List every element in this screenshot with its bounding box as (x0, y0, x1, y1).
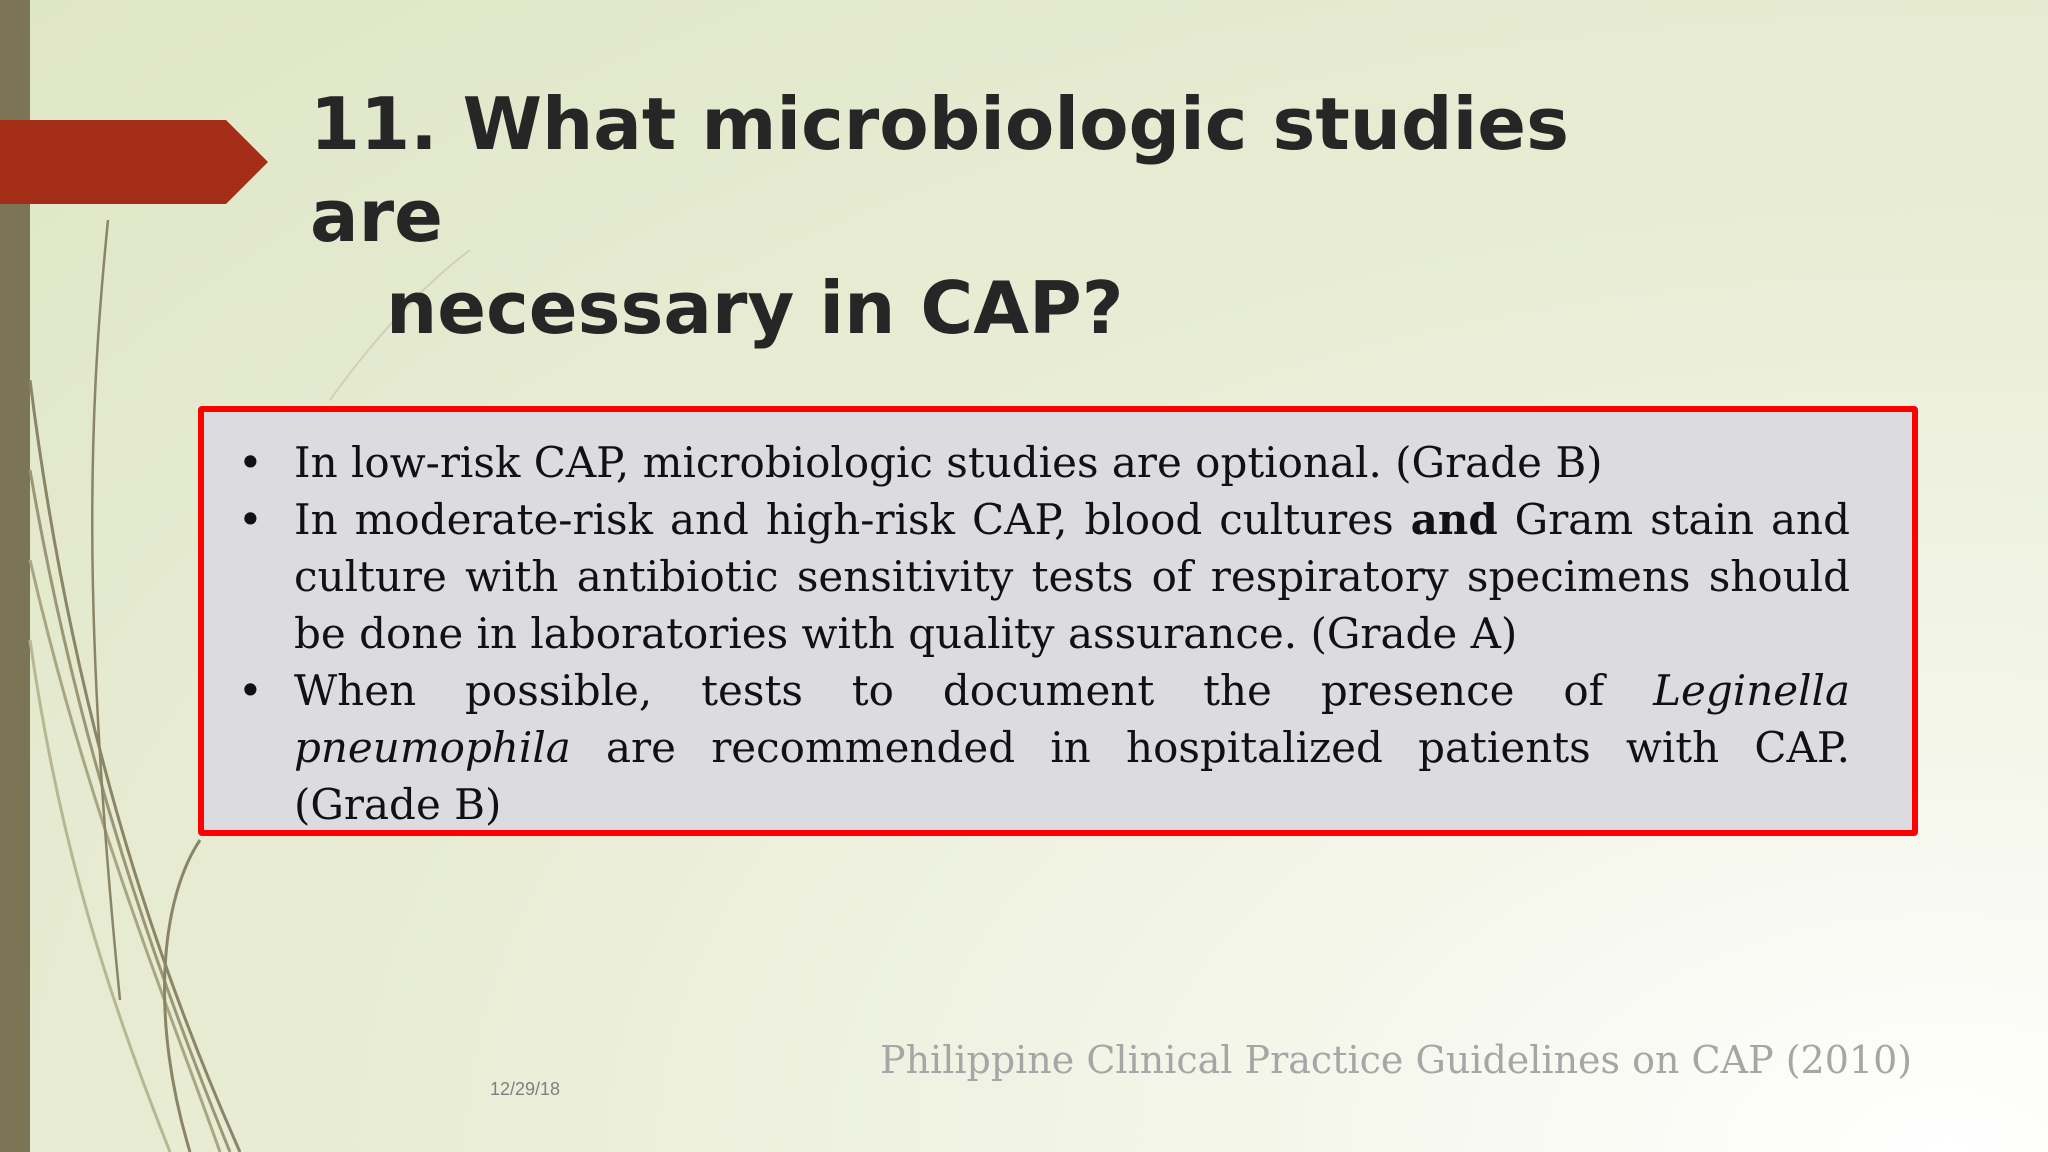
bullet-text: In low-risk CAP, microbiologic studies are optional. (Grade B) (294, 438, 1603, 487)
title-line-2: necessary in CAP? (386, 266, 1124, 350)
bullet-list (234, 434, 1850, 833)
bullet-marker: • (238, 666, 263, 715)
arrow-pentagon-shape (0, 120, 268, 204)
bullet-marker: • (238, 438, 263, 487)
bullet-item-3 (234, 662, 1850, 833)
citation-text: Philippine Clinical Practice Guidelines on CAP (2010) (880, 1038, 1913, 1082)
bullet-text: are recommended in hospitalized patients with CAP. (Grade B) (294, 723, 1850, 829)
bullet-text: In moderate-risk and high-risk CAP, blood cultures (294, 495, 1411, 544)
slide-title (310, 78, 1710, 354)
bullet-bold-text: and (1410, 495, 1498, 544)
bullet-item-2 (234, 491, 1850, 662)
bullet-text: When possible, tests to document the presence of (294, 666, 1654, 715)
guideline-box (198, 406, 1918, 836)
arrow-pentagon-icon (0, 120, 268, 204)
title-line-1: 11. What microbiologic studies are (310, 82, 1569, 258)
bullet-marker: • (238, 495, 263, 544)
bullet-italic-text: Leginella pneumophila (294, 666, 1850, 772)
bullet-text: Gram stain and culture with antibiotic sensitivity tests of respiratory specimens should be done in laboratories with quality assurance. (Grade A) (294, 495, 1850, 658)
bullet-item-1 (234, 434, 1850, 491)
slide-date: 12/29/18 (490, 1079, 561, 1099)
